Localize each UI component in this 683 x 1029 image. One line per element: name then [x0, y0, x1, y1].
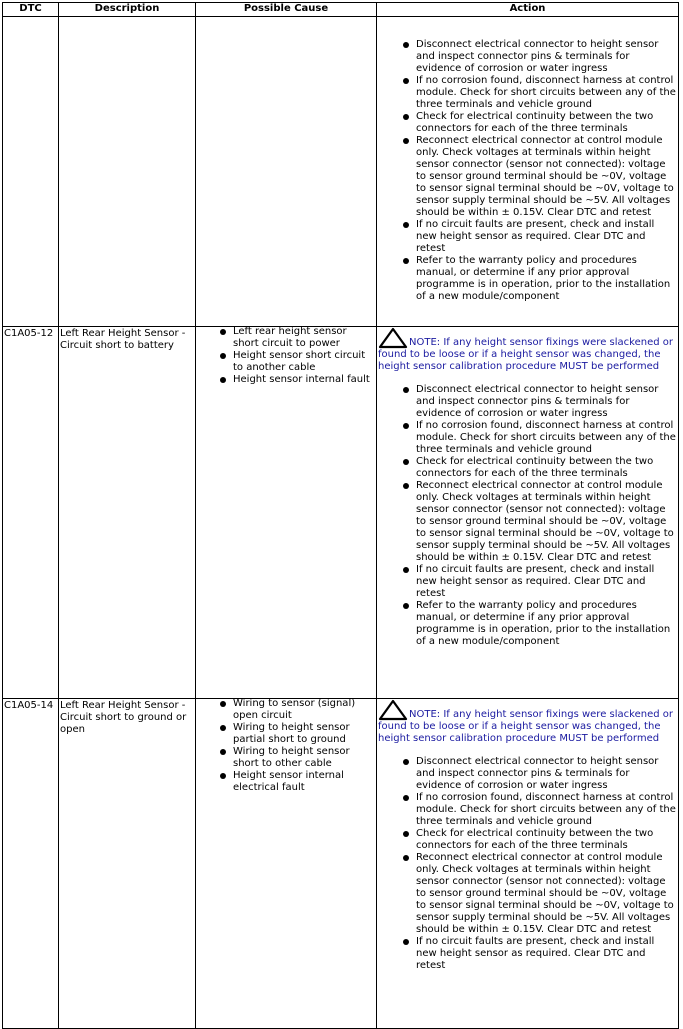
dtc-table: [2, 2, 679, 1029]
action-item: Refer to the warranty policy and procedures manual, or determine if any prior approval programme is in operation, prior to the installation of a new module/component: [416, 255, 677, 303]
action-cell: [377, 699, 679, 1029]
action-item: Check for electrical continuity between the two connectors for each of the three terminals: [416, 111, 677, 135]
action-item: Check for electrical continuity between the two connectors for each of the three terminals: [416, 828, 677, 852]
action-item: Disconnect electrical connector to height sensor and inspect connector pins & terminals for evidence of corrosion or water ingress: [416, 384, 677, 420]
action-cell: [377, 327, 679, 699]
action-item: Check for electrical continuity between the two connectors for each of the three terminals: [416, 456, 677, 480]
possible-cause-cell: [196, 327, 377, 699]
action-item: Reconnect electrical connector at control module only. Check voltages at terminals within height sensor connector (sensor not connected): voltage to sensor ground terminal should be ~0V, voltage to sensor signal terminal should be ~0V, voltage to sensor supply terminal should be ~5V. All voltages should be within ± 0.15V. Clear DTC and retest: [416, 480, 677, 564]
note-text: NOTE: If any height sensor fixings were slackened or found to be loose or if a height sensor was changed, the height sensor calibration procedure MUST be performed: [378, 709, 673, 744]
cause-item: Height sensor internal electrical fault: [233, 770, 375, 794]
dtc-description: Left Rear Height Sensor - Circuit short to ground or open: [59, 699, 196, 1029]
action-item: If no corrosion found, disconnect harness at control module. Check for short circuits between any of the three terminals and vehicle ground: [416, 420, 676, 455]
possible-cause-cell: [196, 699, 377, 1029]
dtc-code: [3, 17, 59, 327]
action-item: Disconnect electrical connector to height sensor and inspect connector pins & terminals for evidence of corrosion or water ingress: [416, 39, 677, 75]
cause-item: Height sensor internal fault: [233, 374, 375, 386]
header-action: Action: [377, 3, 679, 17]
cause-list: [197, 698, 375, 794]
warning-triangle-icon: [378, 699, 408, 721]
action-list: [378, 384, 677, 648]
action-item: Reconnect electrical connector at control module only. Check voltages at terminals within height sensor connector (sensor not connected): voltage to sensor ground terminal should be ~0V, voltage to sensor signal terminal should be ~0V, voltage to sensor supply terminal should be ~5V. All voltages should be within ± 0.15V. Clear DTC and retest: [416, 135, 677, 219]
warning-triangle-icon: [378, 327, 408, 349]
dtc-code: C1A05-14: [3, 699, 59, 1029]
action-item: Refer to the warranty policy and procedures manual, or determine if any prior approval programme is in operation, prior to the installation of a new module/component: [416, 600, 677, 648]
header-dtc: DTC: [3, 3, 59, 17]
cause-item: Wiring to sensor (signal) open circuit: [233, 698, 375, 722]
cause-item: Wiring to height sensor partial short to ground: [233, 722, 375, 746]
action-item: If no circuit faults are present, check and install new height sensor as required. Clear DTC and retest: [416, 564, 677, 600]
cause-item: Height sensor short circuit to another cable: [233, 350, 375, 374]
cause-item: Left rear height sensor short circuit to power: [233, 326, 375, 350]
dtc-description: [59, 17, 196, 327]
table-row: [3, 17, 679, 327]
calibration-note: [378, 699, 677, 745]
action-item: Disconnect electrical connector to height sensor and inspect connector pins & terminals for evidence of corrosion or water ingress: [416, 756, 677, 792]
action-item: Reconnect electrical connector at control module only. Check voltages at terminals within height sensor connector (sensor not connected): voltage to sensor ground terminal should be ~0V, voltage to sensor signal terminal should be ~0V, voltage to sensor supply terminal should be ~5V. All voltages should be within ± 0.15V. Clear DTC and retest: [416, 852, 677, 936]
action-list: [378, 756, 677, 972]
cause-list: [197, 326, 375, 386]
table-row: [3, 327, 679, 699]
action-cell: [377, 17, 679, 327]
cause-item: Wiring to height sensor short to other cable: [233, 746, 375, 770]
table-row: [3, 699, 679, 1029]
dtc-code: C1A05-12: [3, 327, 59, 699]
note-text: NOTE: If any height sensor fixings were slackened or found to be loose or if a height sensor was changed, the height sensor calibration procedure MUST be performed: [378, 337, 673, 372]
action-item: If no circuit faults are present, check and install new height sensor as required. Clear DTC and retest: [416, 936, 677, 972]
header-possible-cause: Possible Cause: [196, 3, 377, 17]
action-list: [378, 28, 677, 303]
dtc-description: Left Rear Height Sensor - Circuit short to battery: [59, 327, 196, 699]
calibration-note: [378, 327, 677, 373]
header-description: Description: [59, 3, 196, 17]
possible-cause-cell: [196, 17, 377, 327]
action-item: If no corrosion found, disconnect harness at control module. Check for short circuits between any of the three terminals and vehicle ground: [416, 792, 676, 827]
table-header: [3, 3, 679, 17]
action-item: If no corrosion found, disconnect harness at control module. Check for short circuits between any of the three terminals and vehicle ground: [416, 75, 676, 110]
action-item: If no circuit faults are present, check and install new height sensor as required. Clear DTC and retest: [416, 219, 677, 255]
